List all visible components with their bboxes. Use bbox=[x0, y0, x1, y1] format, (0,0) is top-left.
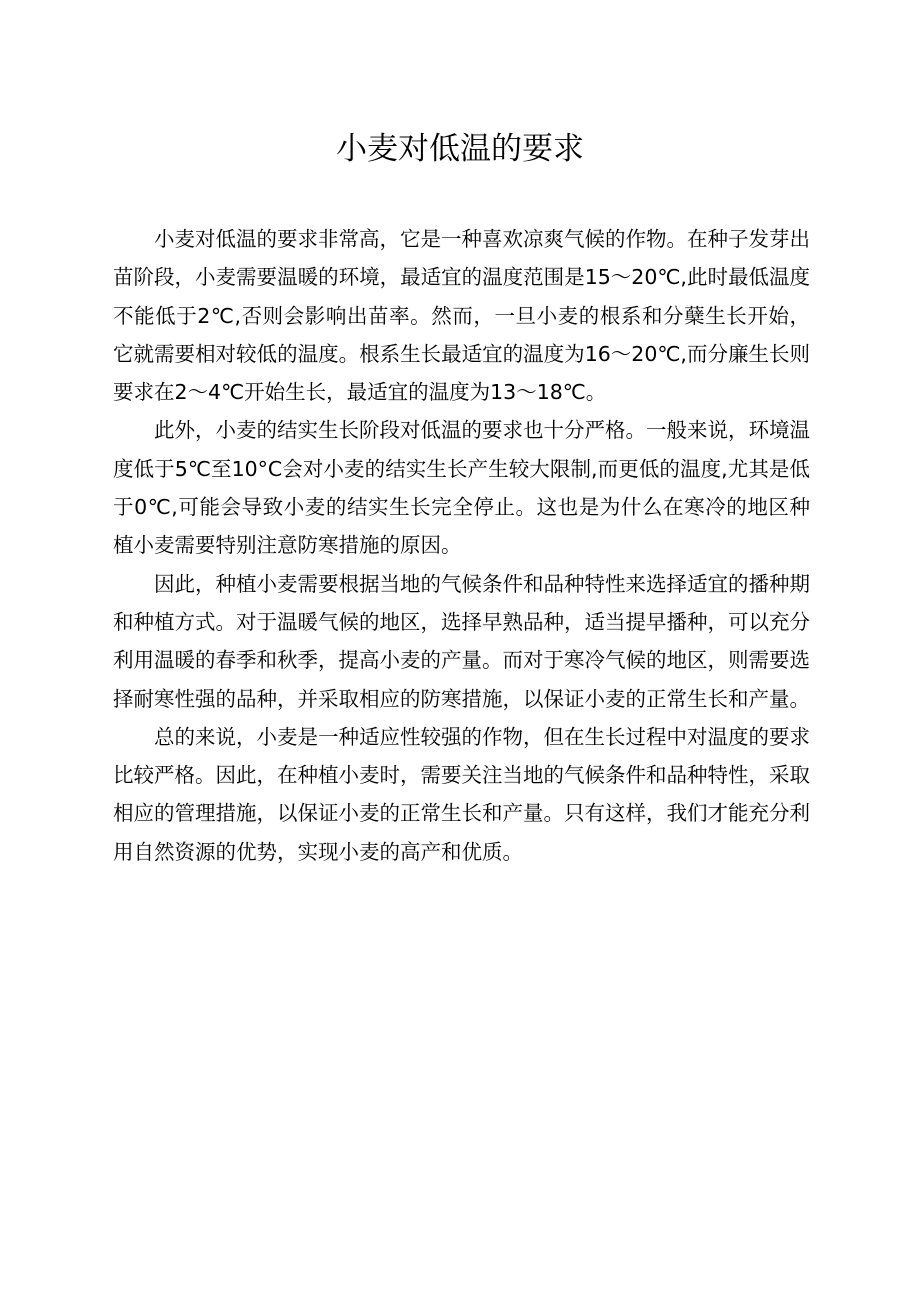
document-title: 小麦对低温的要求 bbox=[336, 131, 584, 167]
document-body bbox=[113, 220, 810, 871]
paragraph-2: 此外，小麦的结实生长阶段对低温的要求也十分严格。一般来说，环境温度低于5℃至10°C会对小麦的结实生长产生较大限制,而更低的温度,尤其是低于0℃,可能会导致小麦的结实生长完全停止。这也是为什么在寒冷的地区种植小麦需要特别注意防寒措施的原因。 bbox=[113, 418, 810, 558]
paragraph-4: 总的来说，小麦是一种适应性较强的作物，但在生长过程中对温度的要求比较严格。因此，在种植小麦时，需要关注当地的气候条件和品种特性，采取相应的管理措施，以保证小麦的正常生长和产量。只有这样，我们才能充分利用自然资源的优势，实现小麦的高产和优质。 bbox=[113, 724, 810, 864]
paragraph-1: 小麦对低温的要求非常高，它是一种喜欢凉爽气候的作物。在种子发芽出苗阶段，小麦需要温暖的环境，最适宜的温度范围是15～20℃,此时最低温度不能低于2℃,否则会影响出苗率。然而，一旦小麦的根系和分蘖生长开始，它就需要相对较低的温度。根系生长最适宜的温度为16～20℃,而分廉生长则要求在2～4℃开始生长，最适宜的温度为13～18℃。 bbox=[113, 227, 810, 405]
paragraph-3: 因此，种植小麦需要根据当地的气候条件和品种特性来选择适宜的播种期和种植方式。对于温暖气候的地区，选择早熟品种，适当提早播种，可以充分利用温暖的春季和秋季，提高小麦的产量。而对于寒冷气候的地区，则需要选择耐寒性强的品种，并采取相应的防寒措施，以保证小麦的正常生长和产量。 bbox=[113, 571, 810, 711]
